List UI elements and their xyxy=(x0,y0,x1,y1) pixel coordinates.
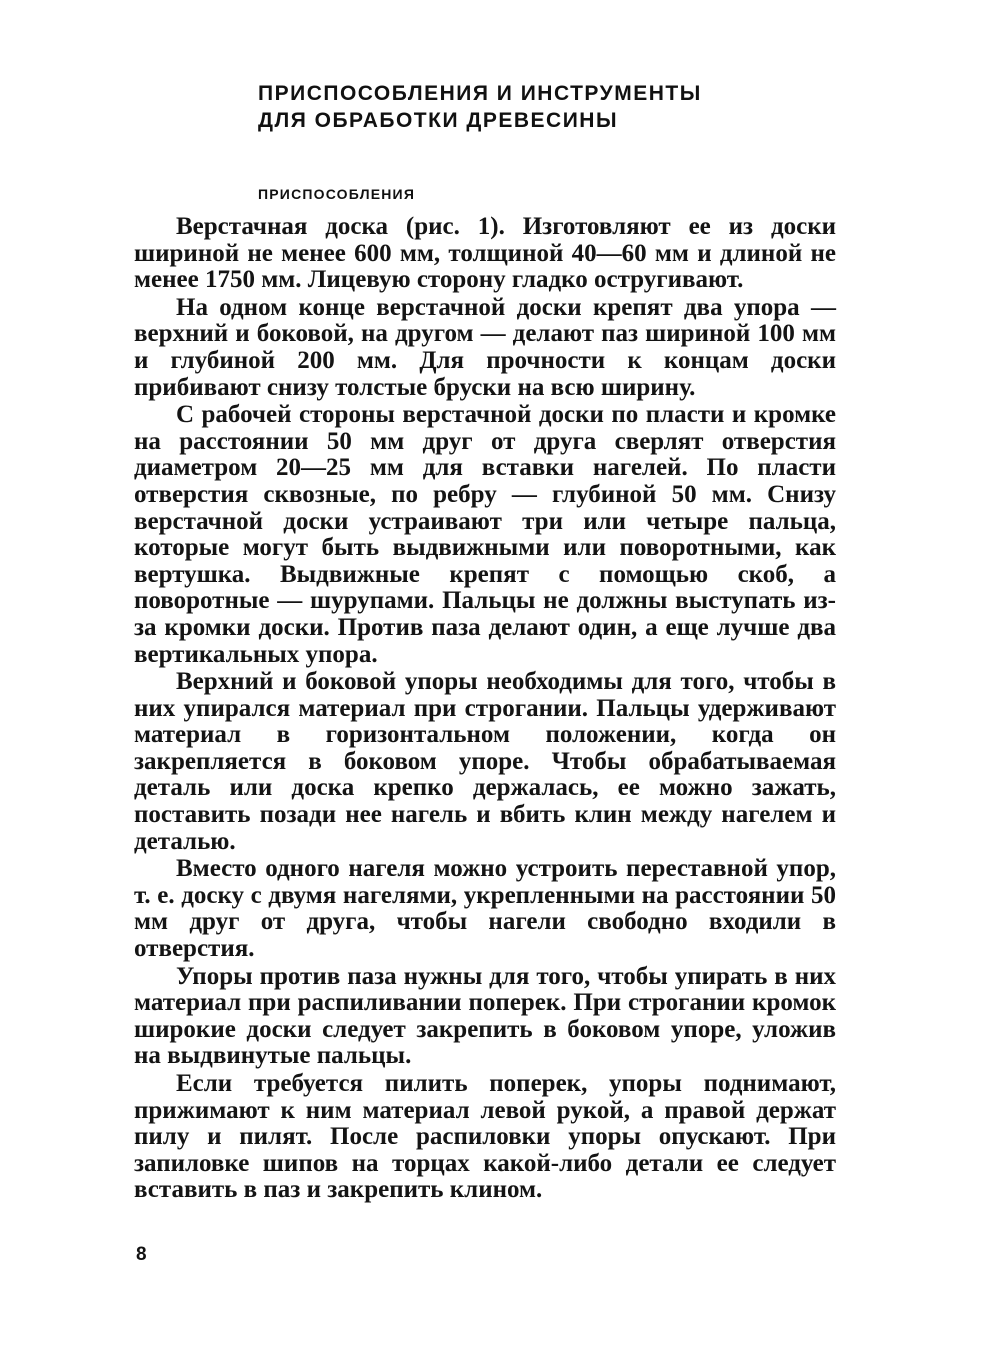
chapter-title xyxy=(258,80,818,134)
chapter-title-line-1: ПРИСПОСОБЛЕНИЯ И ИНСТРУМЕНТЫ xyxy=(258,82,702,105)
paragraph-6: Упоры против паза нужны для того, чтобы упирать в них материал при распиливании поперек. При строгании кромок широкие доски следует закрепить в боковом упоре, уложив на выдвинутые пальцы. xyxy=(134,962,836,1070)
paragraph-5: Вместо одного нагеля можно устроить переставной упор, т. е. доску с двумя нагелями, укрепленными на расстоянии 50 мм друг от друга, чтобы нагели свободно входили в отверстия. xyxy=(134,855,836,963)
paragraph-2: На одном конце верстачной доски крепят два упора — верхний и боковой, на другом — делают паз шириной 100 мм и глубиной 200 мм. Для прочности к концам доски прибивают снизу толстые бруски на всю ширину. xyxy=(134,293,836,401)
paragraph-4: Верхний и боковой упоры необходимы для того, чтобы в них упирался материал при строгании. Пальцы удерживают материал в горизонтальном положении, когда он закрепляется в боковом упоре. Чтобы обрабатываемая деталь или доска крепко держалась, ее можно зажать, поставить позади нее нагель и вбить клин между нагелем и деталью. xyxy=(134,668,836,855)
body-text xyxy=(134,214,836,1205)
page-number: 8 xyxy=(136,1244,147,1265)
paragraph-1 xyxy=(134,214,836,294)
section-heading: ПРИСПОСОБЛЕНИЯ xyxy=(258,186,416,202)
paragraph-1-text: (рис. 1). Изготовляют ее из доски шириной не менее 600 мм, толщиной 40—60 мм и длиной не менее 1750 мм. Лицевую сторону гладко остругивают. xyxy=(134,213,837,294)
chapter-title-line-2: ДЛЯ ОБРАБОТКИ ДРЕВЕСИНЫ xyxy=(258,109,619,132)
paragraph-7: Если требуется пилить поперек, упоры поднимают, прижимают к ним материал левой рукой, а правой держат пилу и пилят. После распиловки упоры опускают. При запиловке шипов на торцах какой-либо детали ее следует вставить в паз и закрепить клином. xyxy=(134,1070,836,1204)
term-workbench-board: Верстачная доска xyxy=(176,213,389,240)
paragraph-3: С рабочей стороны верстачной доски по пласти и кромке на расстоянии 50 мм друг от друга сверлят отверстия диаметром 20—25 мм для вставки нагелей. По пласти отверстия сквозные, по ребру — глубиной 50 мм. Снизу верстачной доски устраивают три или четыре пальца, которые могут быть выдвижными или поворотными, как вертушка. Выдвижные крепят с помощью скоб, а поворотные — шурупами. Пальцы не должны выступать из-за кромки доски. Против паза делают один, а еще лучше два вертикальных упора. xyxy=(134,401,836,668)
